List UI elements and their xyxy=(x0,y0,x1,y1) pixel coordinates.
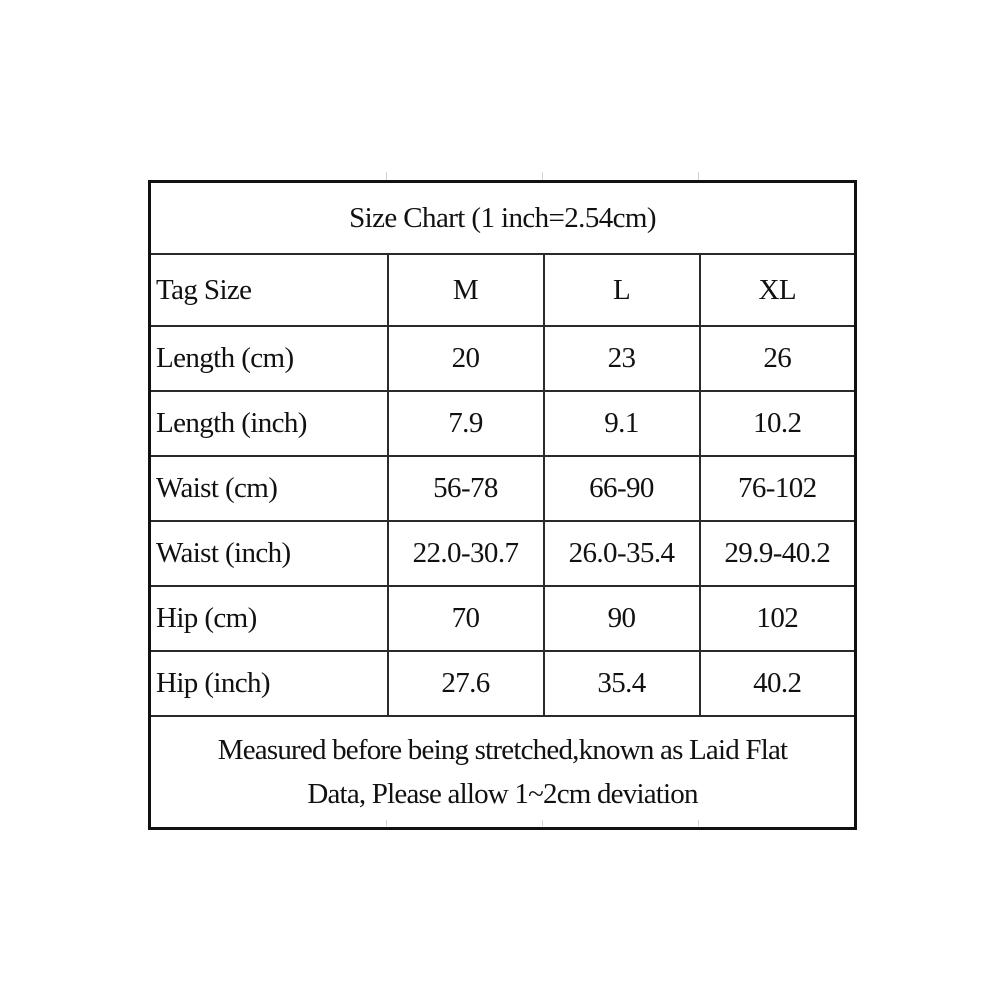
table-title: Size Chart (1 inch=2.54cm) xyxy=(150,182,856,255)
note-line-2: Data, Please allow 1~2cm deviation xyxy=(307,778,698,810)
table-row xyxy=(150,521,856,586)
size-header-m: M xyxy=(388,254,544,326)
cell-value: 70 xyxy=(388,586,544,651)
grid-tick xyxy=(386,172,387,180)
table-row xyxy=(150,456,856,521)
note-row xyxy=(150,716,856,829)
cell-value: 66-90 xyxy=(544,456,700,521)
note-line-1: Measured before being stretched,known as Laid Flat xyxy=(217,734,788,766)
row-label: Waist (cm) xyxy=(150,456,388,521)
title-row xyxy=(150,182,856,255)
header-label: Tag Size xyxy=(150,254,388,326)
row-label: Waist (inch) xyxy=(150,521,388,586)
size-table xyxy=(148,180,857,830)
cell-value: 76-102 xyxy=(700,456,856,521)
size-chart xyxy=(148,180,854,820)
cell-value: 10.2 xyxy=(700,391,856,456)
row-label: Hip (cm) xyxy=(150,586,388,651)
size-header-l: L xyxy=(544,254,700,326)
cell-value: 7.9 xyxy=(388,391,544,456)
table-row xyxy=(150,326,856,391)
cell-value: 29.9-40.2 xyxy=(700,521,856,586)
cell-value: 23 xyxy=(544,326,700,391)
row-label: Length (inch) xyxy=(150,391,388,456)
cell-value: 26.0-35.4 xyxy=(544,521,700,586)
cell-value: 9.1 xyxy=(544,391,700,456)
cell-value: 27.6 xyxy=(388,651,544,716)
size-header-xl: XL xyxy=(700,254,856,326)
cell-value: 22.0-30.7 xyxy=(388,521,544,586)
row-label: Hip (inch) xyxy=(150,651,388,716)
table-row xyxy=(150,651,856,716)
table-row xyxy=(150,391,856,456)
cell-value: 90 xyxy=(544,586,700,651)
row-label: Length (cm) xyxy=(150,326,388,391)
cell-value: 26 xyxy=(700,326,856,391)
cell-value: 56-78 xyxy=(388,456,544,521)
cell-value: 40.2 xyxy=(700,651,856,716)
grid-tick xyxy=(698,172,699,180)
cell-value: 35.4 xyxy=(544,651,700,716)
grid-tick xyxy=(542,172,543,180)
cell-value: 102 xyxy=(700,586,856,651)
header-row xyxy=(150,254,856,326)
measurement-note xyxy=(150,716,856,829)
cell-value: 20 xyxy=(388,326,544,391)
table-row xyxy=(150,586,856,651)
